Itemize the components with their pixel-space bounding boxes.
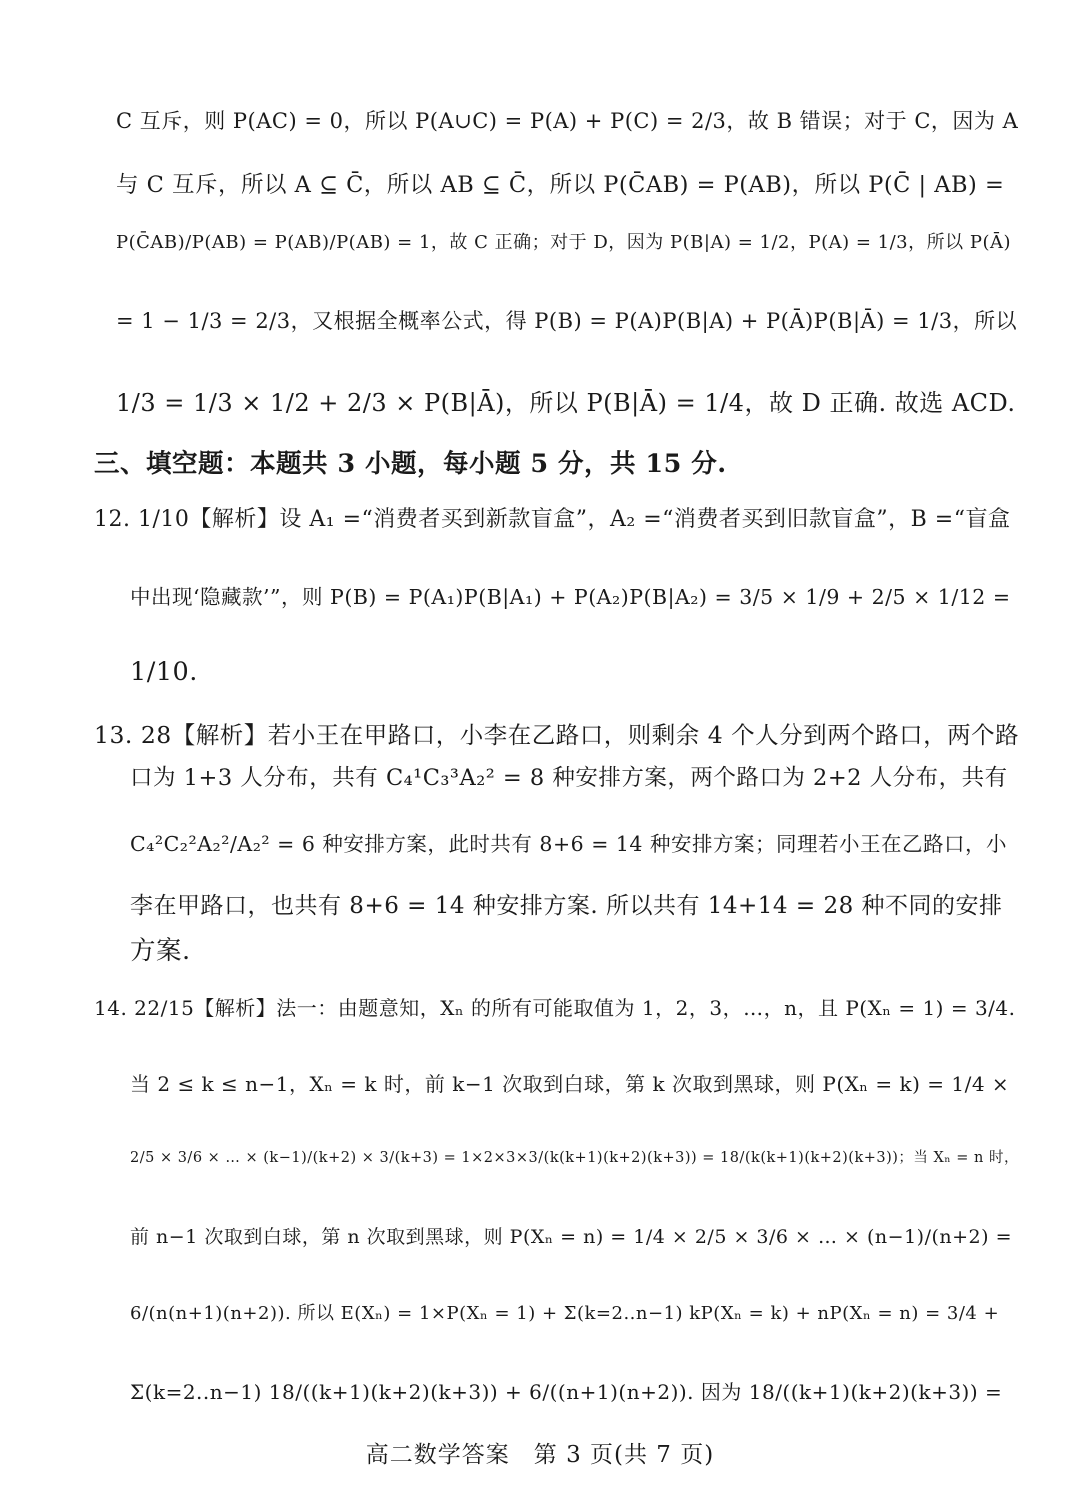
text-line: C 互斥，则 P(AC) = 0，所以 P(A∪C) = P(A) + P(C) = 2/3，故 B 错误；对于 C，因为 A [116,109,1019,133]
text-line: 方案. [130,936,191,966]
section-heading: 三、填空题：本题共 3 小题，每小题 5 分，共 15 分. [94,449,727,479]
text-line: 1/10. [130,657,198,687]
text-line: 李在甲路口，也共有 8+6 = 14 种安排方案. 所以共有 14+14 = 28 种不同的安排 [130,893,1003,919]
text-line: 当 2 ≤ k ≤ n−1，Xₙ = k 时，前 k−1 次取到白球，第 k 次取到黑球，则 P(Xₙ = k) = 1/4 × [130,1072,1010,1096]
text-line: 13. 28【解析】若小王在甲路口，小李在乙路口，则剩余 4 个人分到两个路口，两个路 [94,721,1020,749]
text-line: 14. 22/15【解析】法一：由题意知，Xₙ 的所有可能取值为 1，2，3，…，n，且 P(Xₙ = 1) = 3/4. [94,996,1016,1020]
text-line: C₄²C₂²A₂²/A₂² = 6 种安排方案，此时共有 8+6 = 14 种安排方案；同理若小王在乙路口，小 [130,832,1007,856]
text-line: 口为 1+3 人分布，共有 C₄¹C₃³A₂² = 8 种安排方案，两个路口为 2+2 人分布，共有 [130,765,1008,791]
text-line: 6/(n(n+1)(n+2)). 所以 E(Xₙ) = 1×P(Xₙ = 1) + Σ(k=2..n−1) kP(Xₙ = k) + nP(Xₙ = n) = 3/4 + [130,1303,1000,1324]
text-line: 12. 1/10【解析】设 A₁ =“消费者买到新款盲盒”，A₂ =“消费者买到旧款盲盒”，B =“盲盒 [94,507,1011,532]
text-line: 1/3 = 1/3 × 1/2 + 2/3 × P(B|Ā)，所以 P(B|Ā) = 1/4，故 D 正确. 故选 ACD. [116,389,1016,417]
page-footer: 高二数学答案 第 3 页(共 7 页) [365,1442,715,1468]
text-line: 2/5 × 3/6 × … × (k−1)/(k+2) × 3/(k+3) = 1×2×3×3/(k(k+1)(k+2)(k+3)) = 18/(k(k+1)(k+2)(k+3))；当 Xₙ = n 时， [130,1150,1019,1166]
text-line: 与 C 互斥，所以 A ⊆ C̄，所以 AB ⊆ C̄，所以 P(C̄AB) = P(AB)，所以 P(C̄ | AB) = [116,172,1005,198]
text-line: = 1 − 1/3 = 2/3，又根据全概率公式，得 P(B) = P(A)P(B|A) + P(Ā)P(B|Ā) = 1/3，所以 [116,309,1018,333]
text-line: 中出现‘隐藏款’”，则 P(B) = P(A₁)P(B|A₁) + P(A₂)P(B|A₂) = 3/5 × 1/9 + 2/5 × 1/12 = [130,585,1011,609]
text-line: 前 n−1 次取到白球，第 n 次取到黑球，则 P(Xₙ = n) = 1/4 × 2/5 × 3/6 × … × (n−1)/(n+2) = [130,1226,1013,1248]
text-line: P(C̄AB)/P(AB) = P(AB)/P(AB) = 1，故 C 正确；对于 D，因为 P(B|A) = 1/2，P(A) = 1/3，所以 P(Ā) [116,232,1011,253]
text-line: Σ(k=2..n−1) 18/((k+1)(k+2)(k+3)) + 6/((n+1)(n+2)). 因为 18/((k+1)(k+2)(k+3)) = [130,1380,1003,1404]
